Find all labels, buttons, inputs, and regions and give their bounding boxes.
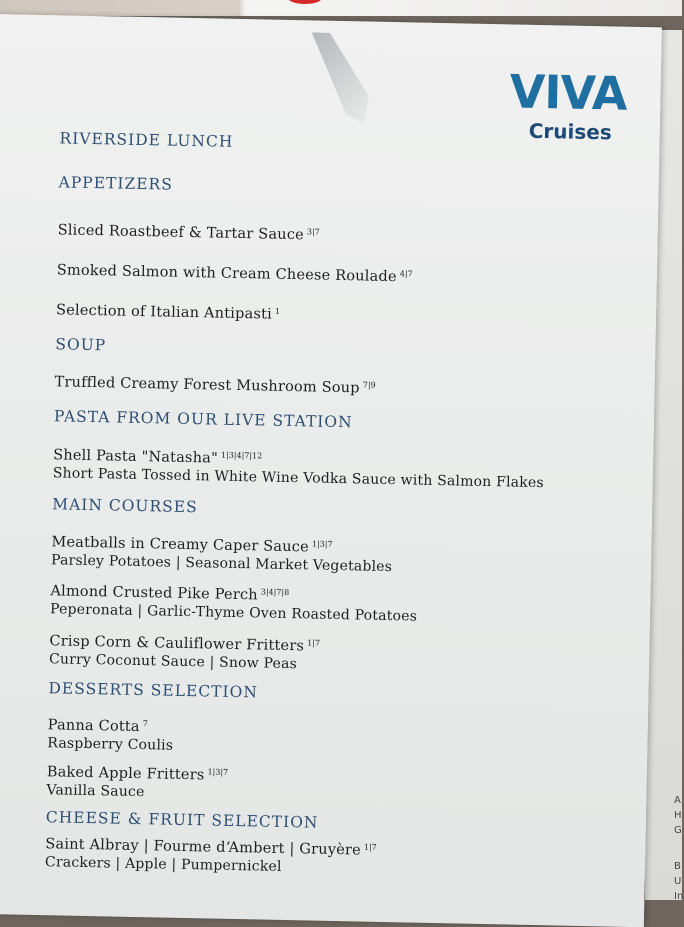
brand-logo bbox=[509, 64, 628, 145]
menu-card bbox=[0, 14, 662, 927]
item-name: Shell Pasta "Natasha" bbox=[52, 447, 219, 467]
item-name: Sliced Roastbeef & Tartar Sauce bbox=[57, 222, 305, 244]
item-name: Smoked Salmon with Cream Cheese Roulade bbox=[56, 262, 397, 286]
menu-item bbox=[57, 218, 319, 244]
section-heading: APPETIZERS bbox=[58, 173, 173, 194]
item-name: Truffled Creamy Forest Mushroom Soup bbox=[54, 374, 360, 397]
item-description: Curry Coconut Sauce | Snow Peas bbox=[48, 651, 298, 673]
menu-item bbox=[54, 370, 375, 397]
allergen-codes: 7|9 bbox=[362, 380, 376, 390]
adjacent-letter: In bbox=[674, 891, 684, 902]
menu-item bbox=[57, 258, 413, 286]
section-heading: CHEESE & FRUIT SELECTION bbox=[45, 808, 319, 832]
item-description: Peperonata | Garlic-Thyme Oven Roasted Potatoes bbox=[49, 601, 418, 625]
item-name: Crisp Corn & Cauliflower Fritters bbox=[49, 633, 305, 655]
menu-item bbox=[53, 443, 545, 492]
menu-item bbox=[49, 629, 320, 673]
item-name: Saint Albray | Fourme d‘Ambert | Gruyère bbox=[45, 836, 362, 859]
menu-item bbox=[46, 760, 228, 803]
item-name: Selection of Italian Antipasti bbox=[55, 302, 273, 323]
allergen-codes: 1|7 bbox=[307, 638, 321, 648]
adjacent-letter: U bbox=[674, 876, 682, 887]
allergen-codes: 1|3|4|7|12 bbox=[220, 450, 263, 461]
menu-item bbox=[56, 298, 280, 323]
allergen-codes: 3|4|7|8 bbox=[260, 587, 290, 598]
item-name: Panna Cotta bbox=[47, 717, 140, 736]
adjacent-letter: B bbox=[674, 861, 681, 872]
adjacent-letter: H bbox=[674, 810, 682, 821]
item-description: Parsley Potatoes | Seasonal Market Vegetables bbox=[50, 552, 393, 576]
item-name: Meatballs in Creamy Caper Sauce bbox=[51, 534, 310, 556]
allergen-codes: 3|7 bbox=[306, 227, 320, 237]
adjacent-letter: A bbox=[674, 795, 681, 806]
allergen-codes: 1|7 bbox=[363, 842, 377, 852]
adjacent-letter: G bbox=[674, 825, 682, 836]
menu-item bbox=[45, 832, 377, 878]
item-name: Almond Crusted Pike Perch bbox=[50, 583, 258, 604]
background-table-edge bbox=[0, 0, 682, 16]
item-description: Crackers | Apple | Pumpernickel bbox=[44, 854, 282, 875]
item-name-line bbox=[54, 370, 375, 397]
menu-title: RIVERSIDE LUNCH bbox=[59, 129, 234, 151]
item-description: Vanilla Sauce bbox=[46, 782, 145, 801]
menu-item bbox=[51, 530, 393, 576]
allergen-codes: 1|3|7 bbox=[311, 539, 333, 549]
logo-subtitle: Cruises bbox=[528, 118, 612, 145]
cast-shadow bbox=[292, 32, 384, 124]
menu-item bbox=[47, 713, 174, 755]
allergen-codes: 4|7 bbox=[399, 269, 413, 279]
item-description: Short Pasta Tossed in White Wine Vodka Sauce with Salmon Flakes bbox=[52, 465, 544, 492]
item-description: Raspberry Coulis bbox=[47, 735, 174, 754]
section-heading: MAIN COURSES bbox=[51, 495, 198, 517]
item-name-line bbox=[57, 258, 413, 286]
logo-wordmark: VIVA bbox=[509, 64, 628, 121]
menu-item bbox=[50, 579, 418, 625]
allergen-codes: 1|3|7 bbox=[207, 767, 229, 777]
item-name-line bbox=[56, 298, 280, 323]
allergen-codes: 7 bbox=[142, 719, 148, 729]
adjacent-page-text bbox=[674, 793, 684, 904]
item-name-line bbox=[57, 218, 319, 244]
allergen-codes: 1 bbox=[274, 306, 281, 316]
item-name-line bbox=[48, 713, 174, 737]
section-heading: PASTA FROM OUR LIVE STATION bbox=[53, 407, 353, 432]
section-heading: DESSERTS SELECTION bbox=[48, 679, 259, 702]
item-name: Baked Apple Fritters bbox=[46, 764, 205, 784]
section-heading: SOUP bbox=[55, 335, 107, 355]
